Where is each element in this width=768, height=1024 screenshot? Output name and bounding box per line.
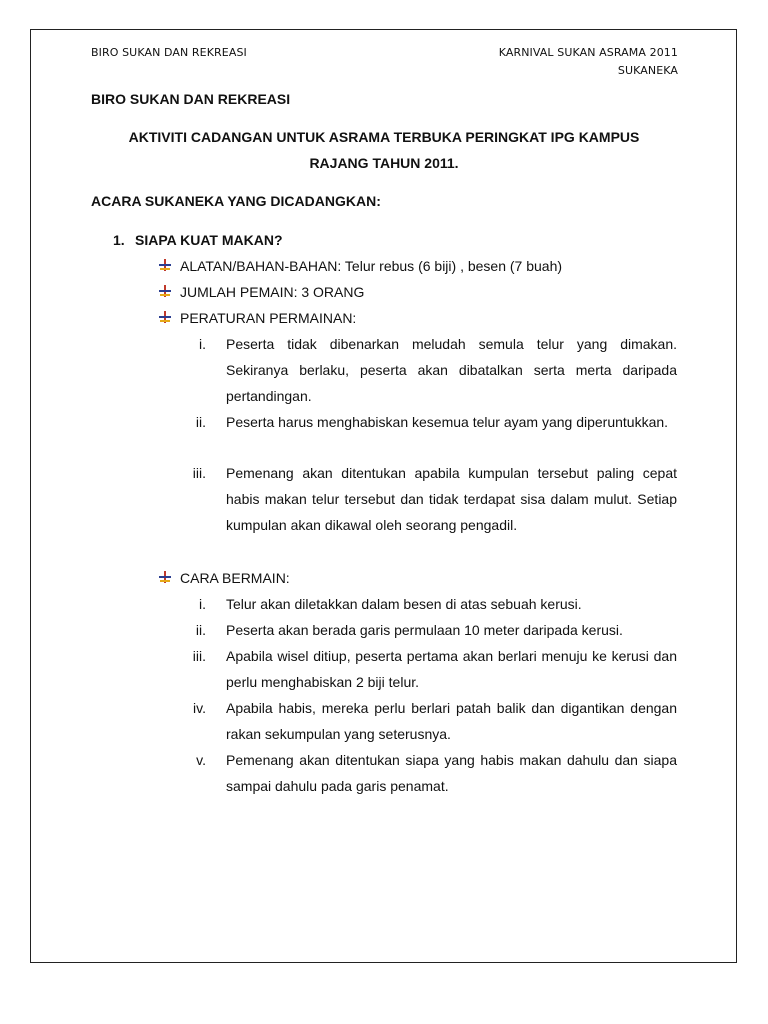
header-right-line2: SUKANEKA: [617, 64, 678, 77]
bullet-equipment: ALATAN/BAHAN-BAHAN: Telur rebus (6 biji) , besen (7 buah): [180, 258, 563, 274]
org-title: BIRO SUKAN DAN REKREASI: [91, 91, 291, 107]
rule-number: i.: [199, 336, 206, 352]
item-title: SIAPA KUAT MAKAN?: [135, 232, 283, 248]
step-text: Telur akan diletakkan dalam besen di atas sebuah kerusi.: [226, 596, 582, 612]
rule-text: Peserta harus menghabiskan kesemua telur ayam yang diperuntukkan.: [226, 414, 669, 430]
header-right-line1: KARNIVAL SUKAN ASRAMA 2011: [498, 46, 678, 59]
step-text: Pemenang akan ditentukan siapa yang habis makan dahulu dan siapa sampai dahulu pada garis penamat.: [226, 752, 677, 794]
rule-text: Peserta tidak dibenarkan meludah semula telur yang dimakan. Sekiranya berlaku, peserta akan dibatalkan serta merta daripada pertandingan.: [226, 336, 677, 404]
step-number: ii.: [195, 622, 206, 638]
bullet-rules: PERATURAN PERMAINAN:: [180, 310, 357, 326]
step-text: Peserta akan berada garis permulaan 10 meter daripada kerusi.: [226, 622, 623, 638]
doc-title-line2: RAJANG TAHUN 2011.: [309, 155, 459, 171]
bullet-icon: [158, 258, 172, 272]
step-number: iv.: [193, 700, 206, 716]
bullet-icon: [158, 310, 172, 324]
bullet-icon: [158, 570, 172, 584]
step-number: i.: [199, 596, 206, 612]
step-number: iii.: [192, 648, 206, 664]
step-text: Apabila wisel ditiup, peserta pertama akan berlari menuju ke kerusi dan perlu menghabiskan 2 biji telur.: [226, 648, 677, 690]
step-text: Apabila habis, mereka perlu berlari patah balik dan digantikan dengan rakan sekumpulan yang seterusnya.: [226, 700, 677, 742]
header-left: BIRO SUKAN DAN REKREASI: [91, 46, 247, 59]
rule-number: iii.: [192, 465, 206, 481]
rule-number: ii.: [195, 414, 206, 430]
bullet-players: JUMLAH PEMAIN: 3 ORANG: [180, 284, 365, 300]
doc-title-line1: AKTIVITI CADANGAN UNTUK ASRAMA TERBUKA PERINGKAT IPG KAMPUS: [128, 129, 640, 145]
item-number: 1.: [113, 232, 125, 248]
how-to-play-label: CARA BERMAIN:: [180, 570, 290, 586]
section-heading: ACARA SUKANEKA YANG DICADANGKAN:: [91, 193, 381, 209]
bullet-icon: [158, 284, 172, 298]
header-right: [499, 44, 678, 80]
step-number: v.: [196, 752, 206, 768]
rule-text: Pemenang akan ditentukan apabila kumpulan tersebut paling cepat habis makan telur tersebut dan tidak terdapat sisa dalam mulut. Setiap kumpulan akan dikawal oleh seorang pengadil.: [226, 465, 677, 533]
